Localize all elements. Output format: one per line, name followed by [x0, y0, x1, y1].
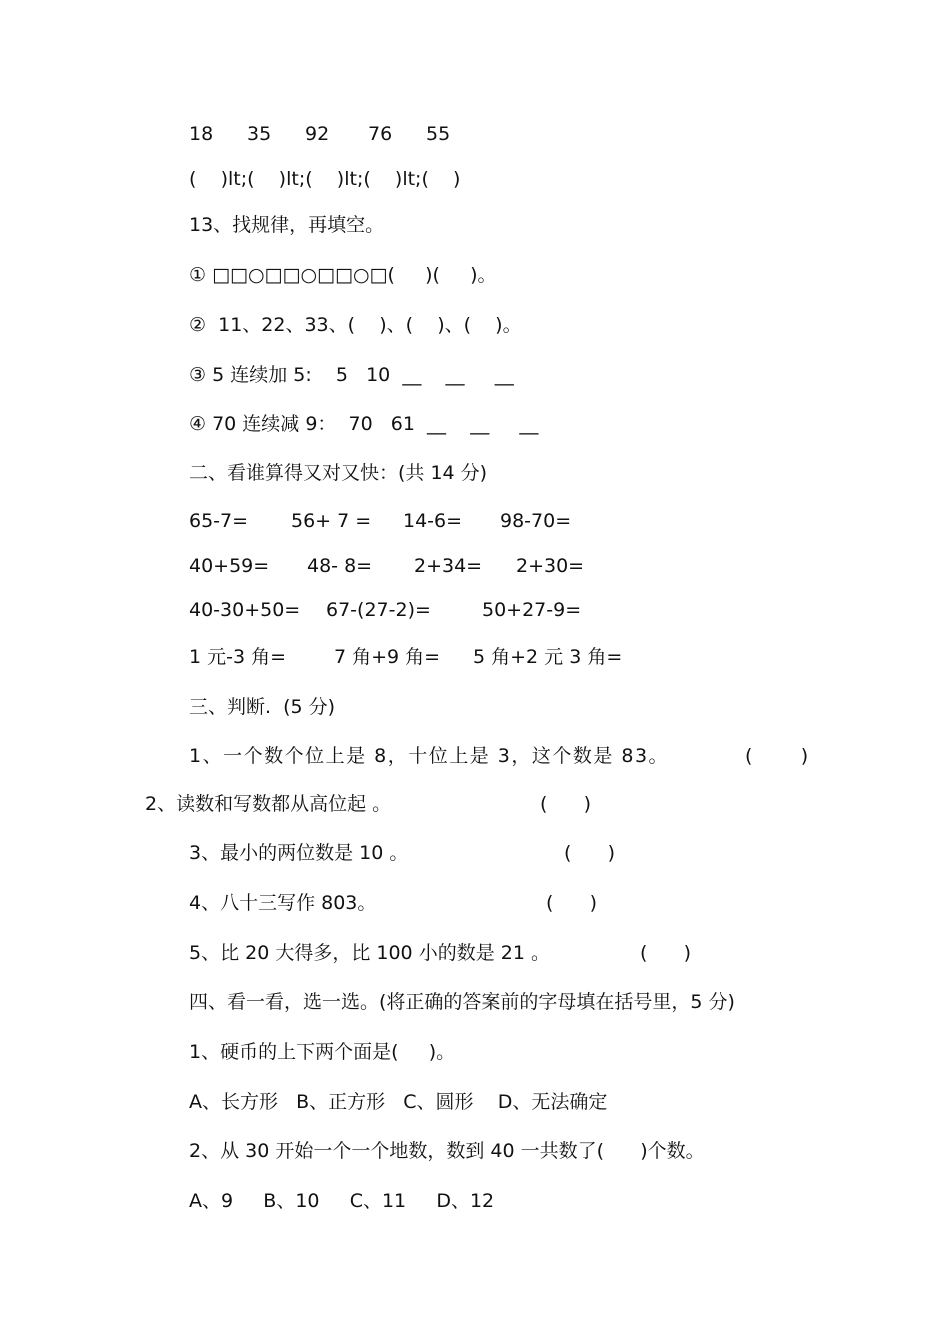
section3-title: 三、判断. (5 分) — [189, 696, 336, 718]
calc-item: 67-(27-2)= — [326, 599, 431, 621]
compare-number-2: 35 — [247, 123, 272, 145]
calc-item: 48- 8= — [307, 555, 373, 577]
judge-text: 1、一个数个位上是 8，十位上是 3，这个数是 83。 — [189, 745, 670, 767]
section4-title: 四、看一看，选一选。(将正确的答案前的字母填在括号里，5 分) — [189, 991, 735, 1013]
q13-title: 13、找规律，再填空。 — [189, 214, 385, 236]
choice-q1: 1、硬币的上下两个面是( )。 — [189, 1041, 456, 1063]
calc-item: 7 角+9 角= — [334, 646, 441, 668]
q13-item-3: ③ 5 连续加 5: 5 10 __ __ __ — [189, 364, 514, 386]
calc-item: 65-7= — [189, 510, 249, 532]
compare-number-4: 76 — [368, 123, 393, 145]
q13-item-1: ① □□○□□○□□○□( )( )。 — [189, 264, 497, 286]
calc-item: 98-70= — [500, 510, 572, 532]
choice-q2-options: A、9 B、10 C、11 D、12 — [189, 1190, 495, 1212]
calc-item: 2+34= — [414, 555, 483, 577]
calc-item: 14-6= — [403, 510, 463, 532]
q13-item-2: ② 11、22、33、( )、( )、( )。 — [189, 314, 522, 336]
q13-item-4: ④ 70 连续减 9： 70 61 __ __ __ — [189, 413, 539, 435]
compare-number-3: 92 — [305, 123, 330, 145]
calc-item: 50+27-9= — [482, 599, 582, 621]
judge-text: 4、八十三写作 803。 — [189, 892, 377, 914]
judge-text: 3、最小的两位数是 10 。 — [189, 842, 409, 864]
choice-q2: 2、从 30 开始一个一个地数，数到 40 一共数了( )个数。 — [189, 1140, 705, 1162]
compare-blanks-row: ( )lt;( )lt;( )lt;( )lt;( ) — [189, 168, 461, 190]
calc-item: 40+59= — [189, 555, 270, 577]
judge-text: 5、比 20 大得多，比 100 小的数是 21 。 — [189, 942, 550, 964]
judge-blank: ( ) — [546, 892, 598, 914]
judge-blank: ( ) — [540, 793, 592, 815]
calc-item: 1 元-3 角= — [189, 646, 287, 668]
calc-item: 56+ 7 = — [291, 510, 372, 532]
calc-item: 2+30= — [516, 555, 585, 577]
judge-blank: ( ) — [640, 942, 692, 964]
calc-item: 5 角+2 元 3 角= — [473, 646, 623, 668]
judge-blank: ( ) — [745, 745, 809, 767]
section2-title: 二、看谁算得又对又快：(共 14 分) — [189, 462, 488, 484]
judge-blank: ( ) — [564, 842, 616, 864]
calc-item: 40-30+50= — [189, 599, 301, 621]
compare-number-5: 55 — [426, 123, 451, 145]
judge-text: 2、读数和写数都从高位起 。 — [145, 793, 392, 815]
choice-q1-options: A、长方形 B、正方形 C、圆形 D、无法确定 — [189, 1091, 608, 1113]
compare-number-1: 18 — [189, 123, 214, 145]
